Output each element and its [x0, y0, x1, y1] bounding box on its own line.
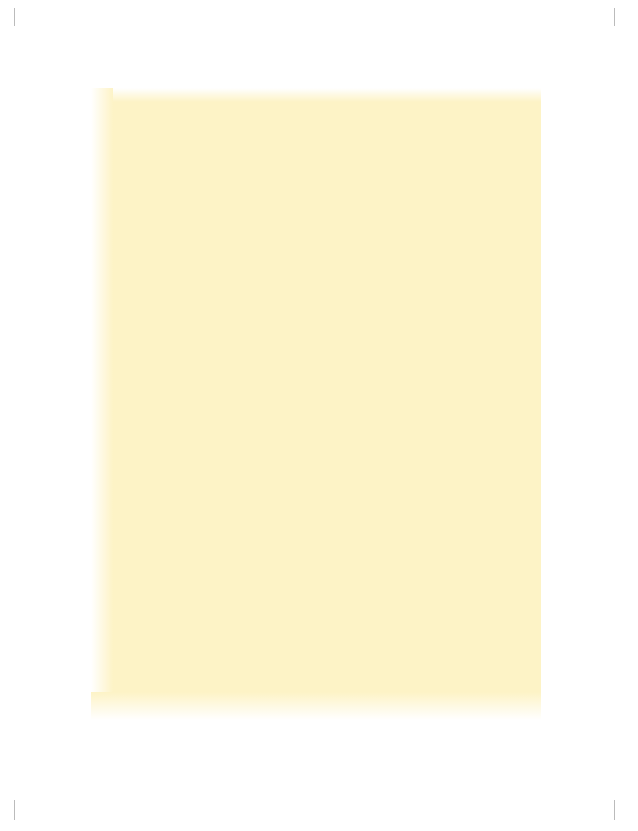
decorative-border-top — [0, 36, 638, 62]
flower-decoration-icon — [538, 632, 574, 772]
crop-mark — [14, 8, 15, 26]
crop-mark — [614, 800, 615, 820]
foreword-body — [116, 116, 518, 119]
crop-mark — [614, 8, 615, 26]
crop-mark — [14, 800, 15, 820]
content-panel — [91, 88, 541, 720]
decorative-border-right — [606, 40, 638, 780]
